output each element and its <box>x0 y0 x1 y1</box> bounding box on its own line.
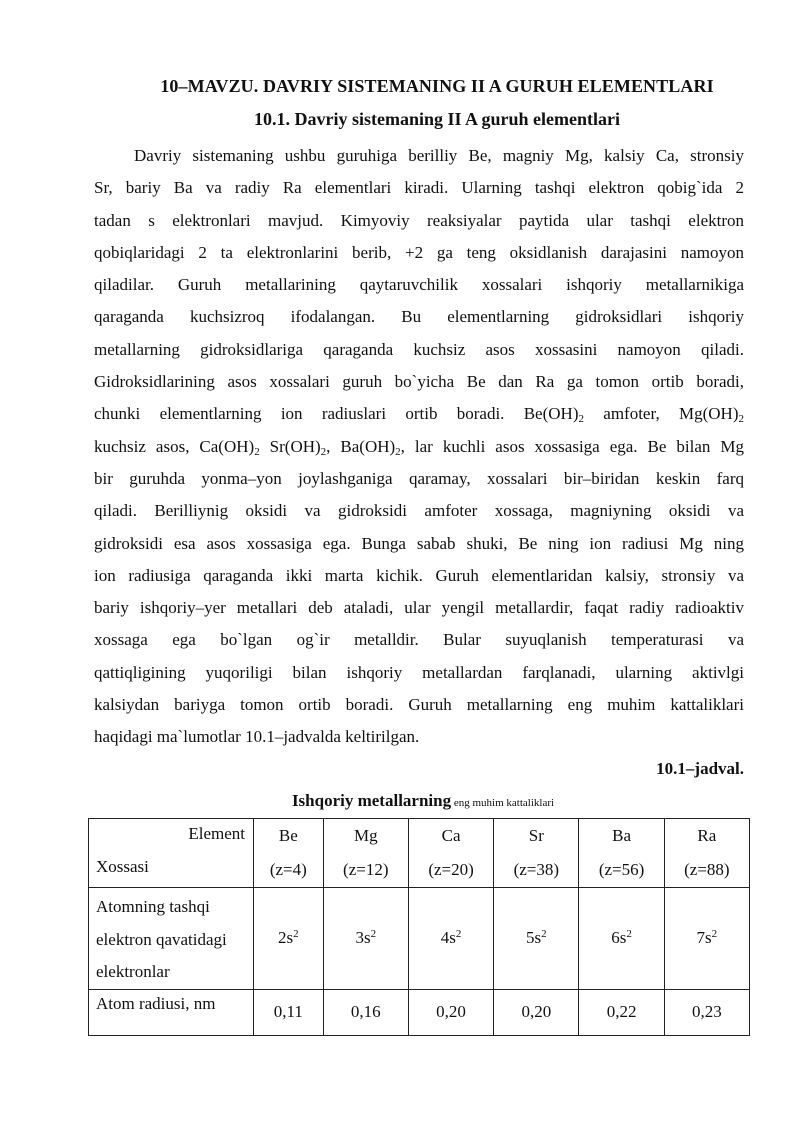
table-cell: 0,16 <box>323 989 408 1035</box>
corner-top-label: Element <box>188 824 245 843</box>
column-header-ba <box>579 819 664 888</box>
table-row <box>89 888 750 990</box>
corner-cell <box>89 819 254 888</box>
text-line: qiladi. Berilliynig oksidi va gidroksidi amfoter xossaga, magniyning oksidi va <box>94 501 744 521</box>
atomic-number: (z=56) <box>598 860 645 879</box>
row-label-line: elektron qavatidagi <box>96 929 227 949</box>
atomic-number: (z=4) <box>269 860 307 879</box>
text-line: qiladilar. Guruh metallarining qaytaruvchilik xossalari ishqoriy metallarnikiga <box>94 275 744 295</box>
subscript: 2 <box>395 445 401 458</box>
caption-small: eng muhim kattaliklari <box>451 797 555 809</box>
column-header-ra <box>664 819 749 888</box>
text-line: kalsiydan bariyga tomon ortib boradi. Guruh metallarning eng muhim kattaliklari <box>94 695 744 715</box>
text-segment: chunki elementlarning ion radiuslari ortib boradi. Be(OH) <box>94 404 579 424</box>
body-paragraph <box>94 140 744 754</box>
column-header-mg <box>323 819 408 888</box>
config-superscript: 2 <box>293 928 299 941</box>
config-base: 5s <box>526 928 542 948</box>
table-header-row <box>89 819 750 888</box>
config-superscript: 2 <box>370 928 377 941</box>
text-line <box>94 431 744 463</box>
atomic-number: (z=88) <box>684 860 730 879</box>
text-segment: Sr(OH) <box>259 436 321 456</box>
text-line: xossaga ega bo`lgan og`ir metalldir. Bular suyuqlanish temperaturasi va <box>94 630 744 650</box>
text-segment: , lar kuchli asos xossasiga ega. Be bilan Mg <box>400 436 744 456</box>
text-line: tadan s elektronlari mavjud. Kimyoviy reaksiyalar paytida ular tashqi elektron <box>94 210 744 230</box>
text-line: haqidagi ma`lumotlar 10.1–jadvalda keltirilgan. <box>94 727 420 747</box>
config-base: 2s <box>278 928 294 948</box>
atomic-number: (z=38) <box>513 860 560 879</box>
text-line: Sr, bariy Ba va radiy Ra elementlari kiradi. Ularning tashqi elektron qobig`ida 2 <box>94 178 744 198</box>
element-symbol: Mg <box>353 826 378 845</box>
table-number <box>656 757 744 781</box>
text-line: gidroksidi esa asos xossasiga ega. Bunga sabab shuki, Be ning ion radiusi Mg ning <box>94 533 744 553</box>
table-cell <box>664 888 749 990</box>
text-line: Davriy sistemaning ushbu guruhiga berilliy Be, magniy Mg, kalsiy Ca, stronsiy <box>134 146 744 165</box>
element-symbol: Ra <box>697 826 717 845</box>
text-segment: amfoter, Mg(OH) <box>583 404 739 424</box>
subscript: 2 <box>320 445 327 458</box>
text-line: Gidroksidlarining asos xossalari guruh bo`yicha Be dan Ra ga tomon ortib boradi, <box>94 372 744 392</box>
table-cell: 0,23 <box>664 989 749 1035</box>
table-number-dot: . <box>739 759 744 778</box>
subscript: 2 <box>254 445 260 458</box>
table-cell <box>579 888 664 990</box>
table-cell: 0,22 <box>579 989 664 1035</box>
row-label: Atom radiusi, nm <box>89 989 254 1035</box>
text-line: bariy ishqoriy–yer metallari deb ataladi, ular yengil metallardir, faqat radiy radioaktiv <box>94 598 744 618</box>
row-label <box>89 888 254 990</box>
text-line: qobiqlaridagi 2 ta elektronlarini berib, +2 ga teng oksidlanish darajasini namoyon <box>94 242 744 262</box>
element-symbol: Sr <box>528 826 544 845</box>
text-line: qattiqligining yuqoriligi bilan ishqoriy metallardan farqlanadi, ularning aktivlgi <box>94 662 744 682</box>
text-segment: kuchsiz asos, Ca(OH) <box>94 436 255 456</box>
config-superscript: 2 <box>541 928 547 941</box>
table-cell <box>254 888 324 990</box>
config-superscript: 2 <box>455 928 462 941</box>
text-line: ion radiusiga qaraganda ikki marta kichik. Guruh elementlaridan kalsiy, stronsiy va <box>94 565 744 585</box>
corner-bottom-label: Xossasi <box>96 857 149 876</box>
column-header-be <box>254 819 324 888</box>
element-symbol: Ca <box>441 826 461 845</box>
config-base: 4s <box>440 928 456 948</box>
caption-bold: Ishqoriy metallarning <box>291 791 452 810</box>
text-line: metallarning gidroksidlariga qaraganda kuchsiz asos xossasini namoyon qiladi. <box>94 339 744 359</box>
column-header-ca <box>408 819 493 888</box>
row-label-line: Atomning tashqi <box>96 897 210 916</box>
properties-table <box>88 818 750 1036</box>
element-symbol: Be <box>278 826 298 845</box>
element-symbol: Ba <box>612 826 632 845</box>
subscript: 2 <box>578 413 584 426</box>
table-caption <box>0 789 800 815</box>
config-superscript: 2 <box>626 928 632 941</box>
section-heading: 10.1. Davriy sistemaning II A guruh elementlari <box>253 109 620 129</box>
table-cell: 0,20 <box>494 989 579 1035</box>
subscript: 2 <box>738 413 744 426</box>
row-label-line: elektronlar <box>96 962 170 981</box>
config-base: 3s <box>355 928 371 948</box>
column-header-sr <box>494 819 579 888</box>
table-row <box>89 989 750 1035</box>
config-superscript: 2 <box>711 928 718 941</box>
text-line: bir guruhda yonma–yon joylashganiga qaramay, xossalari bir–biridan keskin farq <box>94 468 744 488</box>
table-number-text: 10.1–jadval <box>656 759 740 778</box>
table-cell <box>494 888 579 990</box>
text-segment: , Ba(OH) <box>326 436 396 456</box>
table-cell: 0,11 <box>254 989 324 1035</box>
atomic-number: (z=20) <box>428 860 474 879</box>
config-base: 6s <box>611 928 627 948</box>
text-line <box>94 398 744 430</box>
atomic-number: (z=12) <box>343 860 389 879</box>
table-cell <box>323 888 408 990</box>
config-base: 7s <box>696 928 712 948</box>
page-heading: 10–MAVZU. DAVRIY SISTEMANING II A GURUH ELEMENTLARI <box>160 76 714 96</box>
table-cell: 0,20 <box>408 989 493 1035</box>
text-line: qaraganda kuchsizroq ifodalangan. Bu elementlarning gidroksidlari ishqoriy <box>94 307 744 327</box>
table-cell <box>408 888 493 990</box>
